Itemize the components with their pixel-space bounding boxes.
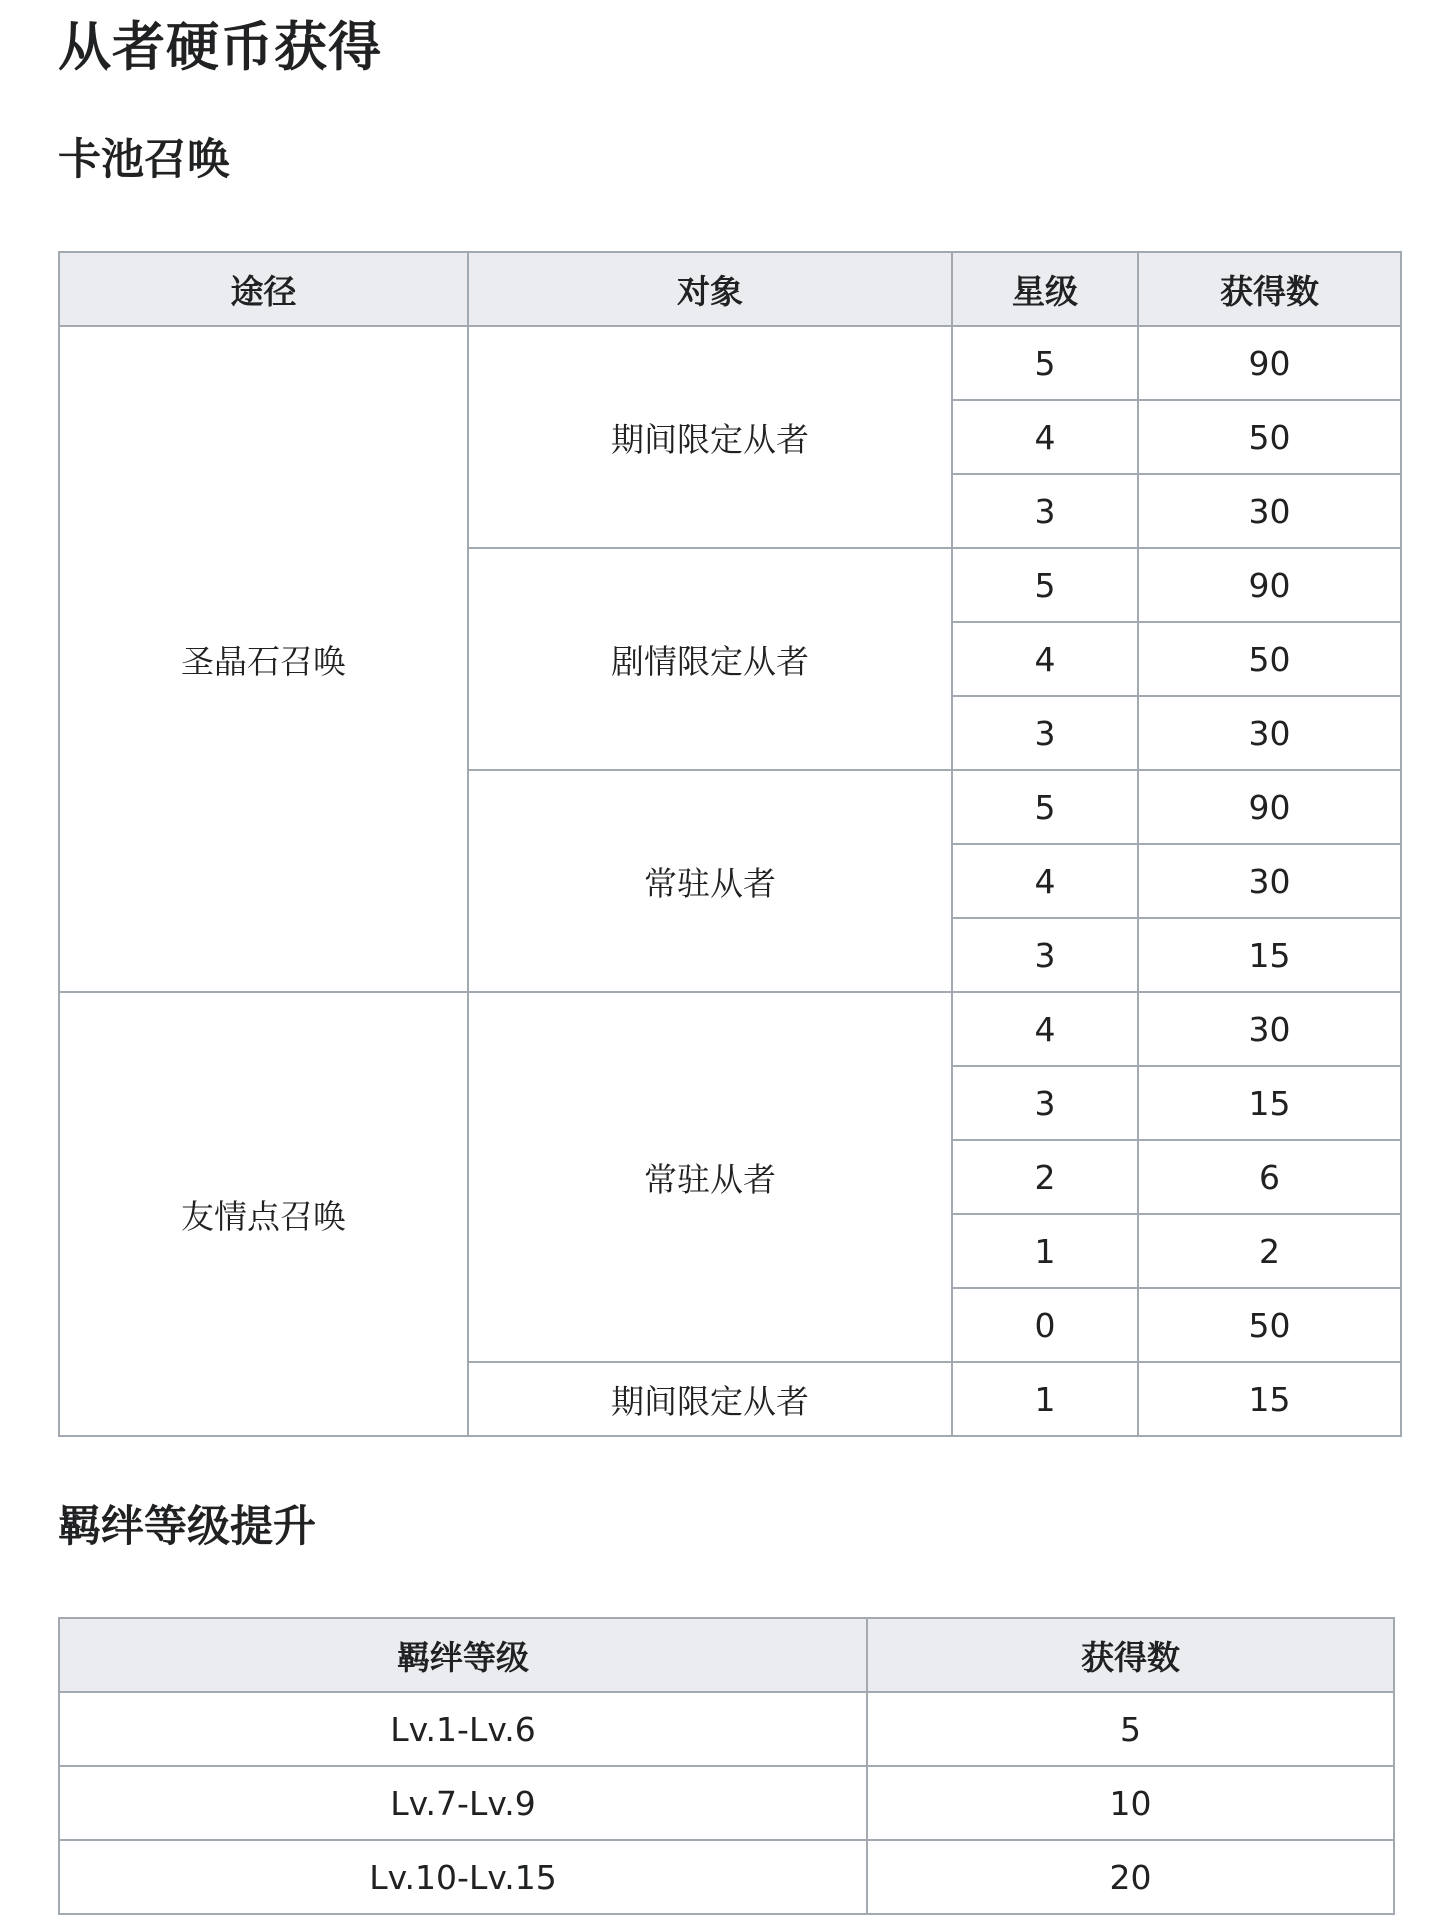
rarity-cell: 3 [952,918,1138,992]
bond-level-cell: Lv.7-Lv.9 [59,1766,867,1840]
amount-cell: 30 [1138,992,1401,1066]
section-heading-bond: 羁绊等级提升 [58,1502,316,1552]
table-row [59,992,1401,1066]
column-header-target: 对象 [468,252,952,326]
route-cell: 圣晶石召唤 [59,326,468,992]
target-cell: 常驻从者 [468,992,952,1362]
amount-cell: 90 [1138,770,1401,844]
amount-cell: 30 [1138,844,1401,918]
rarity-cell: 3 [952,474,1138,548]
rarity-cell: 5 [952,770,1138,844]
amount-cell: 90 [1138,548,1401,622]
table-row [59,1840,1394,1914]
amount-cell: 50 [1138,1288,1401,1362]
amount-cell: 15 [1138,1362,1401,1436]
rarity-cell: 1 [952,1362,1138,1436]
rarity-cell: 4 [952,400,1138,474]
rarity-cell: 5 [952,326,1138,400]
table-row [59,1766,1394,1840]
table-row [59,1692,1394,1766]
table-header-row [59,252,1401,326]
target-cell: 期间限定从者 [468,326,952,548]
route-cell: 友情点召唤 [59,992,468,1436]
amount-cell: 30 [1138,696,1401,770]
column-header-amount: 获得数 [867,1618,1394,1692]
target-cell: 剧情限定从者 [468,548,952,770]
amount-cell: 20 [867,1840,1394,1914]
bond-level-table [58,1617,1395,1915]
rarity-cell: 1 [952,1214,1138,1288]
amount-cell: 90 [1138,326,1401,400]
rarity-cell: 2 [952,1140,1138,1214]
amount-cell: 2 [1138,1214,1401,1288]
target-cell: 期间限定从者 [468,1362,952,1436]
rarity-cell: 4 [952,992,1138,1066]
table-header-row [59,1618,1394,1692]
rarity-cell: 4 [952,844,1138,918]
rarity-cell: 0 [952,1288,1138,1362]
section-heading-pool: 卡池召唤 [58,135,230,185]
amount-cell: 50 [1138,622,1401,696]
column-header-amount: 获得数 [1138,252,1401,326]
table-row [59,326,1401,400]
amount-cell: 6 [1138,1140,1401,1214]
amount-cell: 30 [1138,474,1401,548]
pool-summon-table [58,251,1402,1437]
amount-cell: 5 [867,1692,1394,1766]
column-header-route: 途径 [59,252,468,326]
column-header-rarity: 星级 [952,252,1138,326]
page-title: 从者硬币获得 [58,17,382,78]
target-cell: 常驻从者 [468,770,952,992]
column-header-bond-level: 羁绊等级 [59,1618,867,1692]
amount-cell: 50 [1138,400,1401,474]
rarity-cell: 4 [952,622,1138,696]
amount-cell: 10 [867,1766,1394,1840]
bond-level-cell: Lv.10-Lv.15 [59,1840,867,1914]
amount-cell: 15 [1138,1066,1401,1140]
rarity-cell: 3 [952,1066,1138,1140]
amount-cell: 15 [1138,918,1401,992]
bond-level-cell: Lv.1-Lv.6 [59,1692,867,1766]
rarity-cell: 3 [952,696,1138,770]
rarity-cell: 5 [952,548,1138,622]
